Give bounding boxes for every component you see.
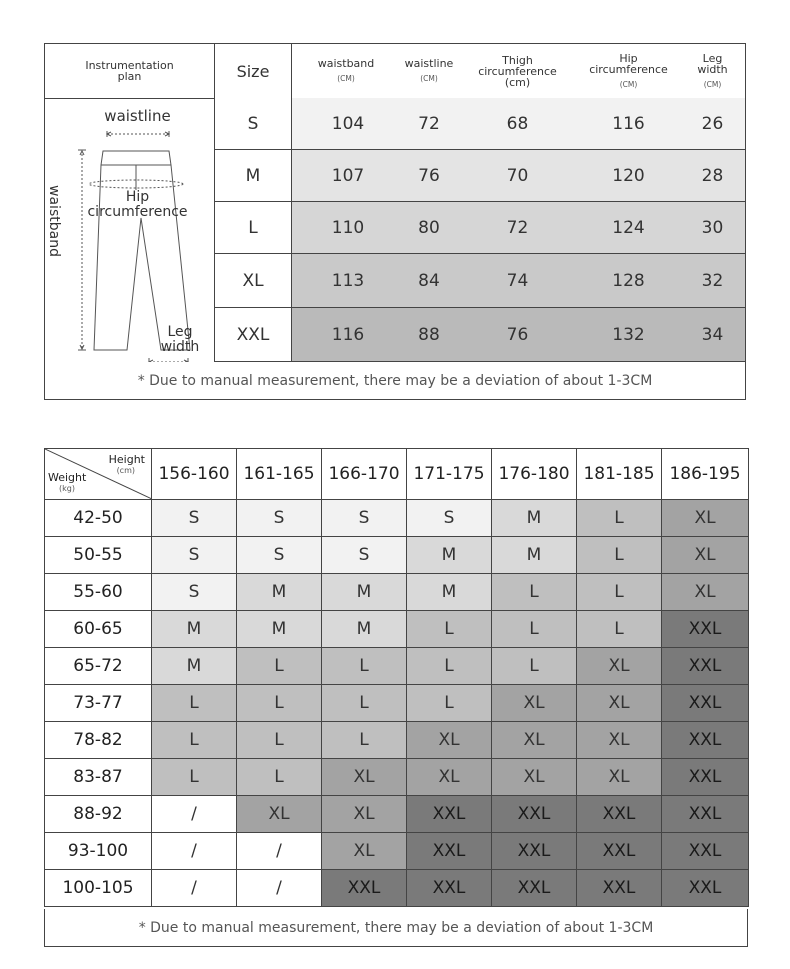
recommended-size-cell: XXL [577,796,662,833]
measurement-value: 132 [612,324,645,345]
weight-axis-label: Weight [48,471,87,484]
measurement-table [44,43,746,400]
recommended-size-cell: S [152,574,237,611]
recommended-size-cell: M [322,611,407,648]
recommended-size-cell: L [492,611,577,648]
size-cell: L [215,202,292,253]
weight-row [45,537,749,574]
recommended-size-cell: L [152,722,237,759]
measurement-value: 107 [331,165,365,186]
pants-diagram [45,98,215,362]
recommended-size-cell: L [577,537,662,574]
waistline-label: waistline [104,107,171,125]
size-header: Size [215,44,292,98]
height-axis-label: Height [108,453,145,466]
recommended-size-cell: XXL [407,833,492,870]
column-name-line1: Leg [702,51,723,65]
recommended-size-cell: XL [577,722,662,759]
measurement-table-header [45,44,745,99]
column-unit: (CM) [703,79,722,89]
recommended-size-cell: M [237,611,322,648]
weight-range-cell: 93-100 [45,833,152,870]
recommended-size-cell: S [322,537,407,574]
column-name-line2: circumference [589,62,668,76]
measurement-value: 124 [612,217,645,238]
recommended-size-cell: L [152,685,237,722]
weight-range-cell: 65-72 [45,648,152,685]
recommended-size-cell: XXL [662,870,749,907]
recommended-size-cell: XXL [662,611,749,648]
recommended-size-cell: / [237,833,322,870]
column-unit: (CM) [619,79,638,89]
column-name-line2: width [697,62,728,76]
recommended-size-cell: L [407,648,492,685]
height-unit-label: (cm) [116,466,135,475]
height-range-header: 181-185 [577,449,662,500]
weight-range-cell: 60-65 [45,611,152,648]
height-range-header: 176-180 [492,449,577,500]
size-chart-note: * Due to manual measurement, there may be a deviation of about 1-3CM [44,909,748,947]
measurement-value: 72 [506,217,529,238]
recommended-size-cell: M [492,537,577,574]
measurement-value: 116 [612,113,645,134]
recommended-size-cell: L [237,685,322,722]
weight-range-cell: 100-105 [45,870,152,907]
recommended-size-cell: L [407,685,492,722]
recommended-size-cell: XL [322,833,407,870]
column-name-line1: Hip [619,51,638,65]
measurement-row [215,254,745,308]
recommended-size-cell: XL [492,685,577,722]
recommended-size-cell: / [152,833,237,870]
hip-label-line1: Hip [125,189,150,205]
measure-column-header [400,44,458,98]
size-chart-table [44,448,749,907]
recommended-size-cell: L [237,648,322,685]
recommended-size-cell: XXL [662,759,749,796]
measurement-value: 72 [418,113,440,134]
weight-row [45,870,749,907]
measurement-value: 116 [331,324,365,345]
recommended-size-cell: XL [662,537,749,574]
recommended-size-cell: XL [322,759,407,796]
leg-width-label-line2: width [160,339,200,355]
column-unit: (cm) [504,75,531,89]
weight-row [45,833,749,870]
recommended-size-cell: XXL [492,796,577,833]
recommended-size-cell: L [577,500,662,537]
recommended-size-cell: S [237,500,322,537]
instrumentation-plan-header [45,44,215,98]
weight-unit-label: (kg) [59,484,75,493]
recommended-size-cell: M [407,574,492,611]
measurement-row [215,150,745,202]
recommended-size-cell: M [322,574,407,611]
measurement-value: 70 [506,165,529,186]
recommended-size-cell: XXL [662,648,749,685]
column-name-line1: waistline [404,57,454,70]
recommended-size-cell: L [492,574,577,611]
recommended-size-cell: XL [492,759,577,796]
waistband-label: waistband [45,185,62,257]
hip-label-line2: circumference [87,204,188,220]
recommended-size-cell: L [322,685,407,722]
measurement-value: 88 [418,324,440,345]
measurement-value: 80 [418,217,440,238]
measurement-row [215,98,745,150]
weight-range-cell: 50-55 [45,537,152,574]
recommended-size-cell: L [577,611,662,648]
measurement-value: 68 [506,113,529,134]
recommended-size-cell: XXL [322,870,407,907]
measurement-value: 113 [331,270,365,291]
column-name-line1: waistband [317,57,375,70]
recommended-size-cell: S [237,537,322,574]
recommended-size-cell: XL [577,685,662,722]
plan-label-line2: plan [117,70,142,83]
measurement-value: 76 [418,165,440,186]
recommended-size-cell: XXL [577,870,662,907]
size-cell: XL [215,254,292,307]
measurement-value: 34 [701,324,724,345]
weight-range-cell: 83-87 [45,759,152,796]
recommended-size-cell: L [492,648,577,685]
weight-row [45,648,749,685]
measurement-value: 74 [506,270,529,291]
weight-row [45,574,749,611]
height-range-header: 186-195 [662,449,749,500]
size-cell: S [215,98,292,149]
recommended-size-cell: XXL [662,833,749,870]
weight-row [45,796,749,833]
recommended-size-cell: L [152,759,237,796]
weight-range-cell: 78-82 [45,722,152,759]
recommended-size-cell: L [237,759,322,796]
measurement-value: 84 [418,270,440,291]
recommended-size-cell: / [152,796,237,833]
recommended-size-cell: M [407,537,492,574]
weight-range-cell: 42-50 [45,500,152,537]
height-range-header: 161-165 [237,449,322,500]
recommended-size-cell: L [237,722,322,759]
measurement-value: 28 [701,165,724,186]
measurement-value: 110 [331,217,365,238]
recommended-size-cell: XL [577,759,662,796]
size-cell: M [215,150,292,201]
recommended-size-cell: XXL [492,833,577,870]
recommended-size-cell: XL [492,722,577,759]
measurement-value: 120 [612,165,645,186]
height-range-header: 166-170 [322,449,407,500]
recommended-size-cell: XL [662,500,749,537]
weight-range-cell: 73-77 [45,685,152,722]
recommended-size-cell: S [152,500,237,537]
size-cell: XXL [215,308,292,361]
leg-width-label-line1: Leg [167,324,193,340]
column-name-line2: circumference [478,64,557,78]
recommended-size-cell: L [322,648,407,685]
plan-label-line1: Instrumentation [85,59,174,72]
recommended-size-cell: M [152,648,237,685]
recommended-size-cell: XXL [407,796,492,833]
height-range-header: 171-175 [407,449,492,500]
recommended-size-cell: XL [577,648,662,685]
measure-column-header [458,44,577,98]
recommended-size-cell: XXL [577,833,662,870]
recommended-size-cell: S [407,500,492,537]
measurement-value: 32 [701,270,724,291]
recommended-size-cell: XL [662,574,749,611]
weight-range-cell: 88-92 [45,796,152,833]
column-unit: (CM) [337,74,355,83]
recommended-size-cell: XXL [492,870,577,907]
recommended-size-cell: XL [407,722,492,759]
measurement-value: 128 [612,270,645,291]
recommended-size-cell: XL [407,759,492,796]
recommended-size-cell: S [322,500,407,537]
recommended-size-cell: XXL [662,796,749,833]
measure-column-header [292,44,400,98]
pants-outline-icon [45,98,215,362]
recommended-size-cell: L [407,611,492,648]
weight-row [45,611,749,648]
measurement-value: 30 [701,217,724,238]
column-name-line1: Thigh [502,53,533,67]
measurement-value: 76 [506,324,529,345]
weight-row [45,500,749,537]
recommended-size-cell: XXL [407,870,492,907]
column-unit: (CM) [420,74,438,83]
measure-column-header [577,44,680,98]
size-chart-corner [45,449,152,500]
recommended-size-cell: M [152,611,237,648]
recommended-size-cell: L [322,722,407,759]
recommended-size-cell: M [492,500,577,537]
measure-column-header [680,44,745,98]
weight-row [45,759,749,796]
recommended-size-cell: XL [322,796,407,833]
weight-row [45,685,749,722]
recommended-size-cell: M [237,574,322,611]
recommended-size-cell: XL [237,796,322,833]
height-range-header: 156-160 [152,449,237,500]
weight-range-cell: 55-60 [45,574,152,611]
recommended-size-cell: / [237,870,322,907]
measurement-value: 26 [701,113,724,134]
recommended-size-cell: / [152,870,237,907]
measurement-row [215,308,745,362]
measurement-row [215,202,745,254]
recommended-size-cell: XXL [662,722,749,759]
measurement-note: * Due to manual measurement, there may be a deviation of about 1-3CM [137,372,653,389]
recommended-size-cell: XXL [662,685,749,722]
recommended-size-cell: S [152,537,237,574]
recommended-size-cell: L [577,574,662,611]
weight-row [45,722,749,759]
measurement-value: 104 [331,113,365,134]
